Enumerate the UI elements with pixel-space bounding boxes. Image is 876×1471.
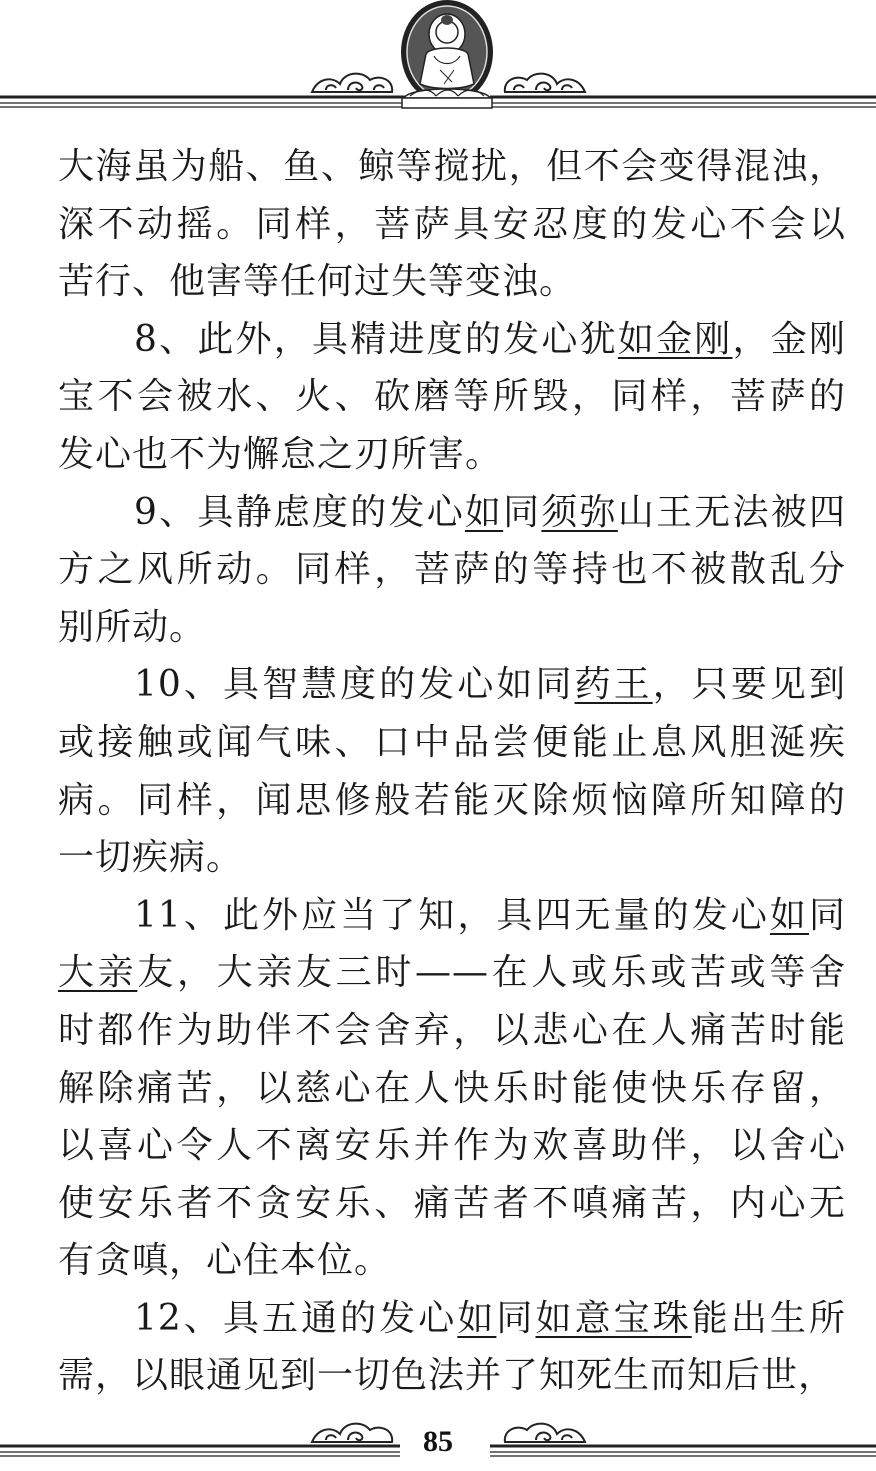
text-line	[58, 1117, 846, 1175]
text-line	[58, 1002, 846, 1060]
text-line	[58, 829, 846, 887]
text-segment: 发心也不为懈怠之刃所害。	[58, 433, 503, 475]
underlined-term: 如	[464, 491, 504, 533]
text-segment: 有贪嗔，心住本位。	[58, 1240, 392, 1282]
paragraph-8	[58, 311, 846, 484]
underlined-term: 药王	[574, 664, 653, 706]
text-line	[58, 1290, 846, 1348]
text-segment: 病。同样，闻思修般若能灭除烦恼障所知障的	[58, 779, 846, 821]
text-segment: 10、具智慧度的发心如同	[134, 664, 575, 706]
header-ornament	[0, 0, 876, 120]
text-segment: 同	[808, 894, 846, 936]
text-line	[58, 196, 846, 254]
text-line	[58, 138, 846, 196]
text-segment: 8、此外，具精进度的发心犹	[134, 318, 618, 360]
underlined-term: 如金刚	[617, 318, 733, 360]
text-line	[58, 656, 846, 714]
text-segment: 大海虽为船、鱼、鲸等搅扰，但不会变得混浊，	[58, 146, 846, 187]
text-segment: ，只要见到	[652, 664, 846, 706]
text-segment: 宝不会被水、火、砍磨等所毁，同样，菩萨的	[58, 376, 846, 418]
paragraph-7-cont	[58, 138, 846, 311]
page-number: 85	[423, 1425, 453, 1458]
text-segment: 11、此外应当了知，具四无量的发心	[134, 894, 770, 936]
buddha-figure	[401, 0, 493, 108]
text-segment: 12、具五通的发心	[134, 1297, 458, 1339]
text-segment: 9、具静虑度的发心	[134, 491, 465, 533]
body-text	[58, 138, 846, 1405]
paragraph-9	[58, 484, 846, 657]
text-line	[58, 1232, 846, 1290]
text-line	[58, 253, 846, 311]
text-line	[58, 541, 846, 599]
text-segment: 同	[496, 1297, 536, 1339]
text-segment: ，金刚	[732, 318, 846, 360]
text-segment: 别所动。	[58, 606, 207, 648]
text-line	[58, 426, 846, 484]
underlined-term: 如	[769, 894, 809, 936]
text-segment: 能出生所	[691, 1297, 846, 1339]
text-line	[58, 1175, 846, 1233]
underlined-term: 须弥	[541, 491, 618, 533]
text-line	[58, 1347, 846, 1405]
text-segment: 或接触或闻气味、口中品尝便能止息风胆涎疾	[58, 721, 846, 763]
text-line	[58, 311, 846, 369]
text-segment: 时都作为助伴不会舍弃，以悲心在人痛苦时能	[58, 1009, 846, 1051]
text-line	[58, 772, 846, 830]
cloud-ornament-left	[312, 74, 392, 92]
underlined-term: 如	[457, 1297, 497, 1339]
text-segment: 苦行、他害等任何过失等变浊。	[58, 261, 577, 303]
text-line	[58, 484, 846, 542]
underlined-term: 大亲	[58, 952, 138, 994]
paragraph-10	[58, 656, 846, 886]
text-segment: 友，大亲友三时——在人或乐或苦或等舍	[137, 952, 846, 994]
text-line	[58, 714, 846, 772]
text-segment: 以喜心令人不离安乐并作为欢喜助伴，以舍心	[58, 1125, 846, 1167]
text-segment: 山王无法被四	[617, 491, 846, 533]
underlined-term: 如意宝珠	[535, 1297, 692, 1339]
text-segment: 解除痛苦，以慈心在人快乐时能使快乐存留，	[58, 1067, 846, 1109]
paragraph-12	[58, 1290, 846, 1405]
cloud-ornament-right	[505, 74, 585, 92]
text-segment: 方之风所动。同样，菩萨的等持也不被散乱分	[58, 549, 846, 591]
text-line	[58, 944, 846, 1002]
text-line	[58, 368, 846, 426]
text-line	[58, 599, 846, 657]
text-segment: 使安乐者不贪安乐、痛苦者不嗔痛苦，内心无	[58, 1182, 846, 1224]
paragraph-11	[58, 887, 846, 1290]
text-segment: 需，以眼通见到一切色法并了知死生而知后世，	[58, 1355, 836, 1397]
text-line	[58, 1060, 846, 1118]
text-segment: 深不动摇。同样，菩萨具安忍度的发心不会以	[58, 203, 846, 245]
text-segment: 同	[503, 491, 542, 533]
text-segment: 一切疾病。	[58, 837, 244, 879]
text-line	[58, 887, 846, 945]
